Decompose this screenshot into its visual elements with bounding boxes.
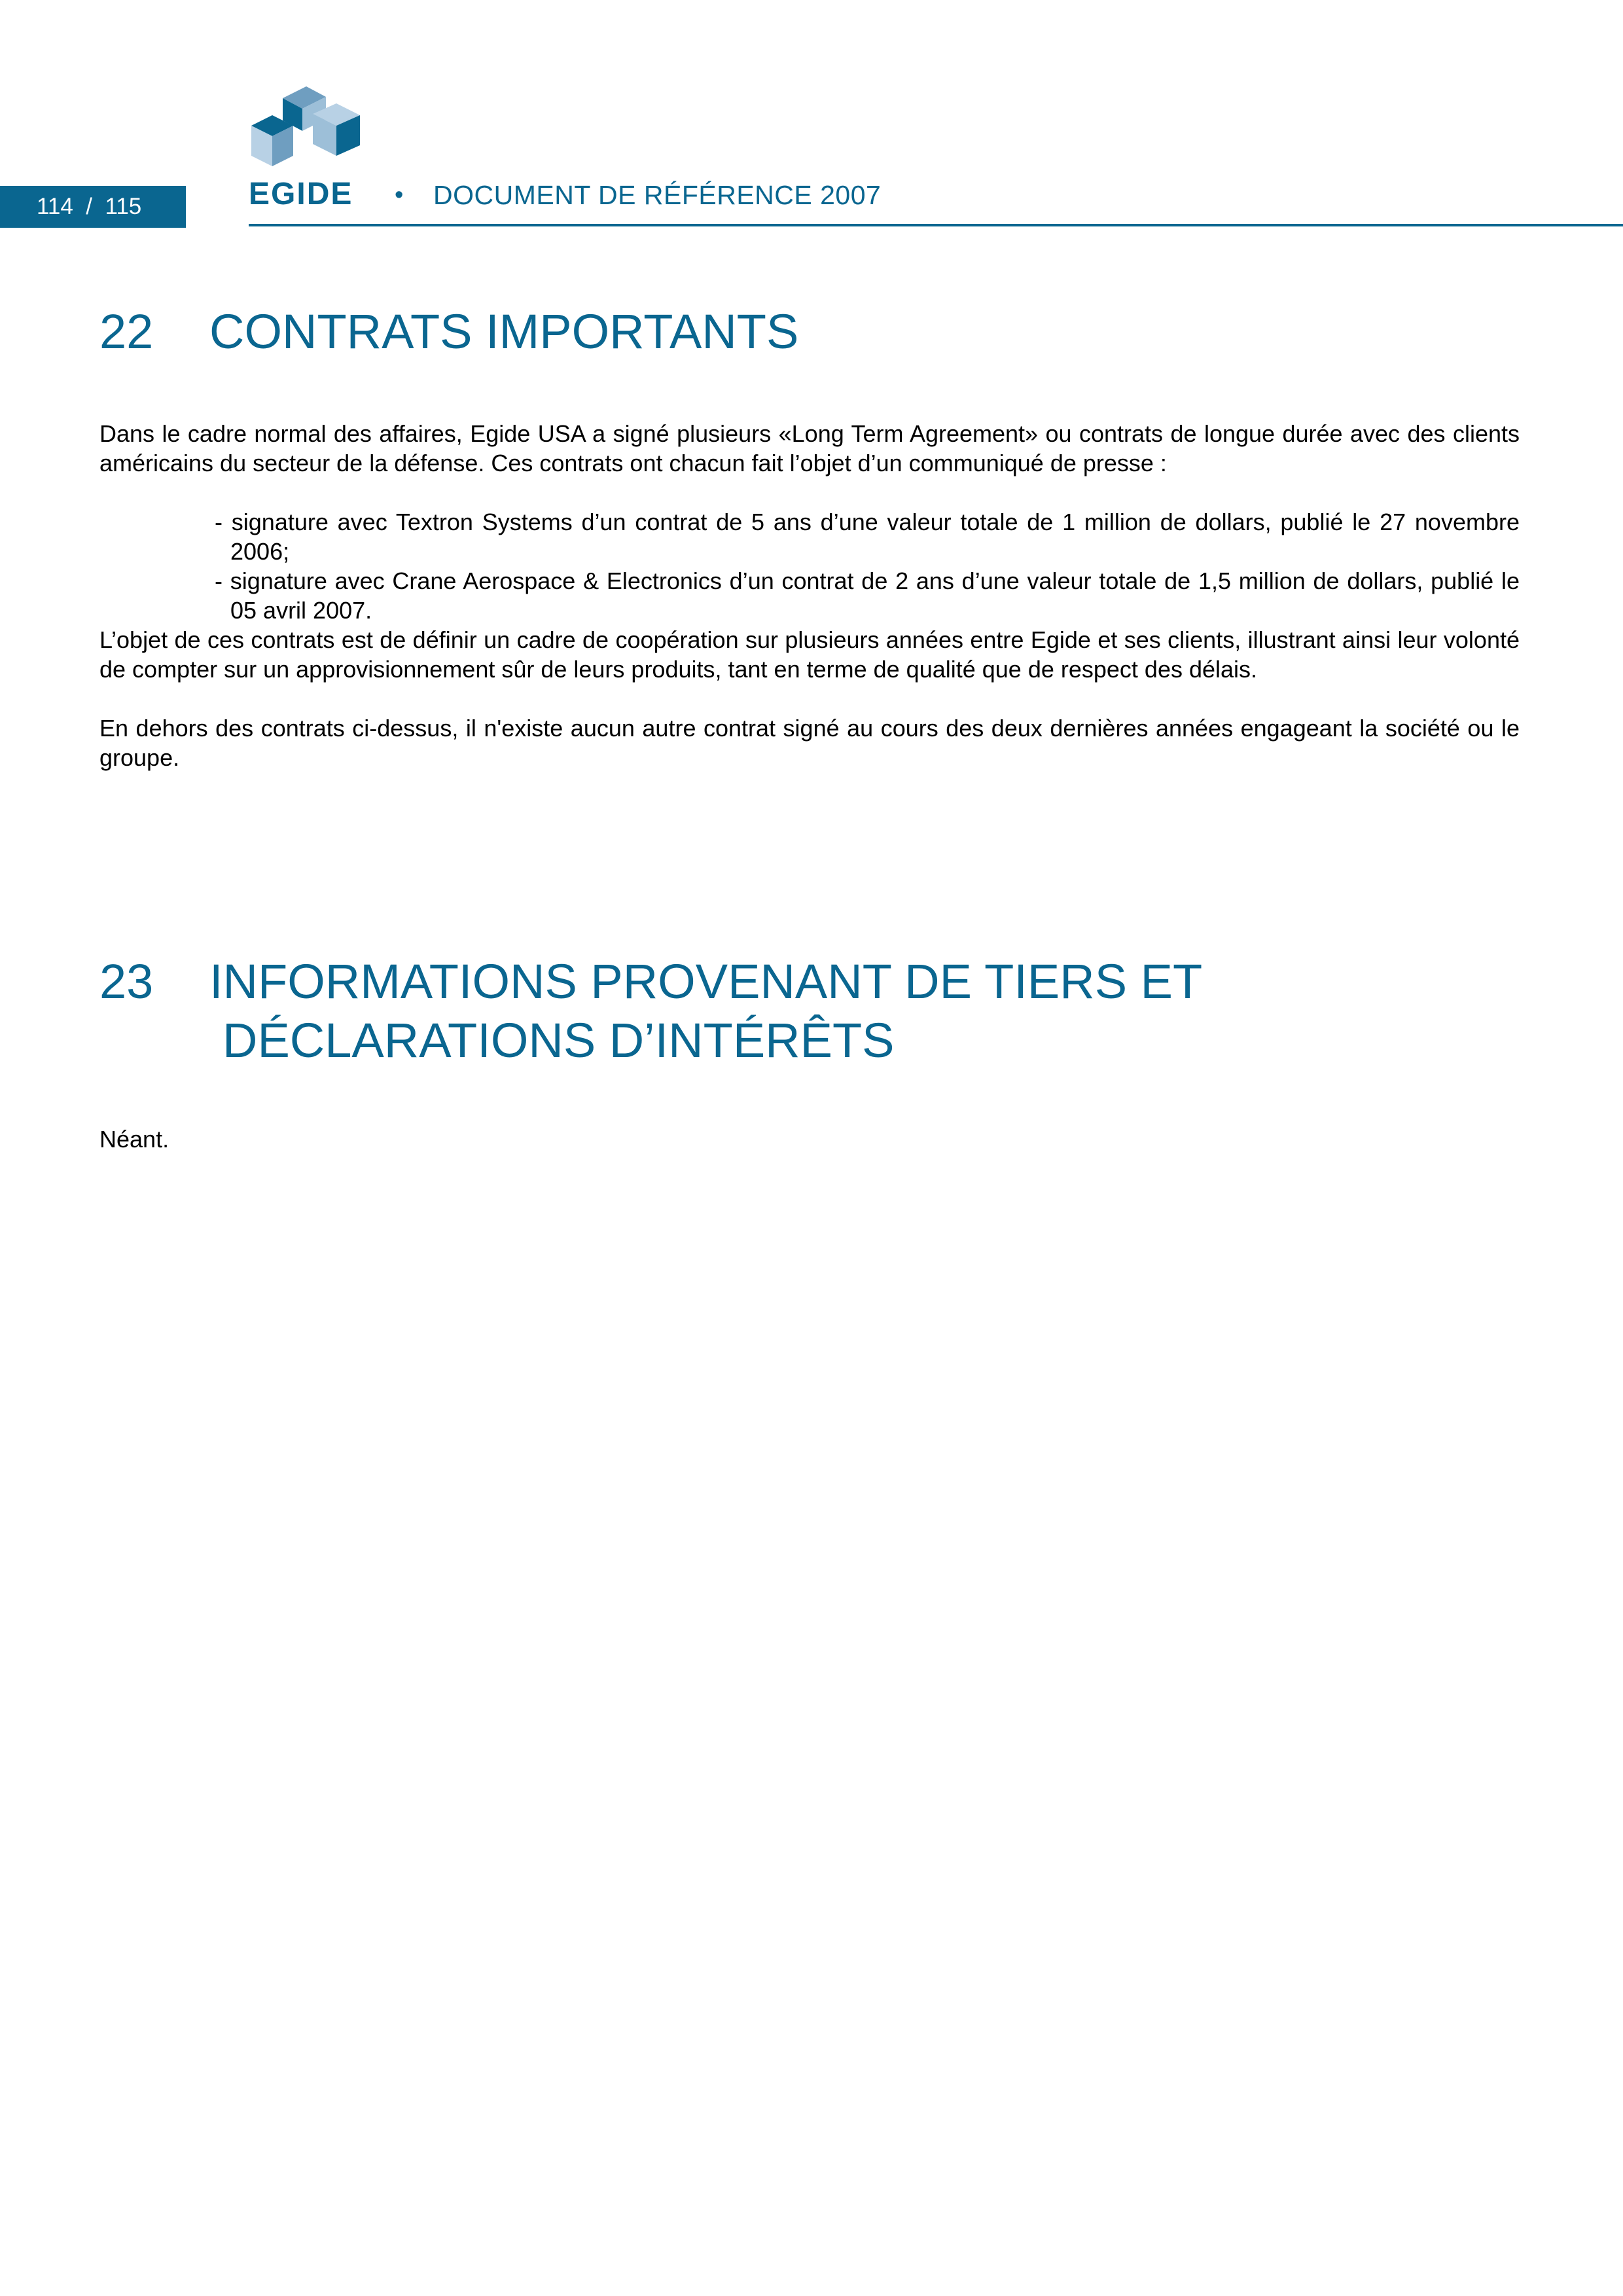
contract-item-2-text: signature avec Crane Aerospace & Electronics d’un contrat de 2 ans d’une valeur totale de 1,5 million de dollars, publié le 05 avril 2007. (230, 567, 1520, 624)
section-23-title-line-1: INFORMATIONS PROVENANT DE TIERS ET (209, 954, 1203, 1009)
page-current: 114 (37, 194, 73, 219)
section-22-title: CONTRATS IMPORTANTS (209, 304, 799, 359)
section-23-title-line-2: DÉCLARATIONS D’INTÉRÊTS (223, 1013, 895, 1067)
section-22-paragraph-2: L’objet de ces contrats est de définir un cadre de coopération sur plusieurs années entre Egide et ses clients, illustrant ainsi leur volonté de compter sur un approvisionnement sûr de leurs produits, tant en terme de qualité que de respect des délais. (99, 626, 1520, 683)
section-23-number: 23 (99, 954, 154, 1009)
header-bullet: • (395, 181, 404, 209)
contract-item-2 (215, 566, 1520, 625)
section-22-paragraph-3: En dehors des contrats ci-dessus, il n'existe aucun autre contrat signé au cours des deux dernières années engageant la société ou le groupe. (99, 715, 1520, 771)
document-title: DOCUMENT DE RÉFÉRENCE 2007 (433, 180, 882, 210)
egide-cubes-logo-icon (249, 85, 366, 209)
contracts-list (215, 507, 1520, 625)
contract-item-1-text: signature avec Textron Systems d’un contrat de 5 ans d’une valeur totale de 1 million de dollars, publié le 27 novembre 2006; (230, 509, 1520, 565)
list-dash: - (215, 509, 232, 535)
egide-logo (249, 85, 366, 209)
page-total: 115 (105, 194, 142, 219)
header-divider (249, 224, 1623, 226)
logo-wordmark: EGIDE (249, 177, 353, 209)
contract-item-1 (215, 507, 1520, 566)
list-dash: - (215, 567, 230, 594)
page-separator: / (86, 194, 92, 219)
section-22-intro: Dans le cadre normal des affaires, Egide USA a signé plusieurs «Long Term Agreement» ou contrats de longue durée avec des clients américains du secteur de la défense. Ces contrats ont chacun fait l’objet d’un communiqué de presse : (99, 420, 1520, 476)
section-23-body: Néant. (99, 1126, 169, 1153)
page-number-tab (0, 186, 186, 228)
section-22-number: 22 (99, 304, 154, 359)
